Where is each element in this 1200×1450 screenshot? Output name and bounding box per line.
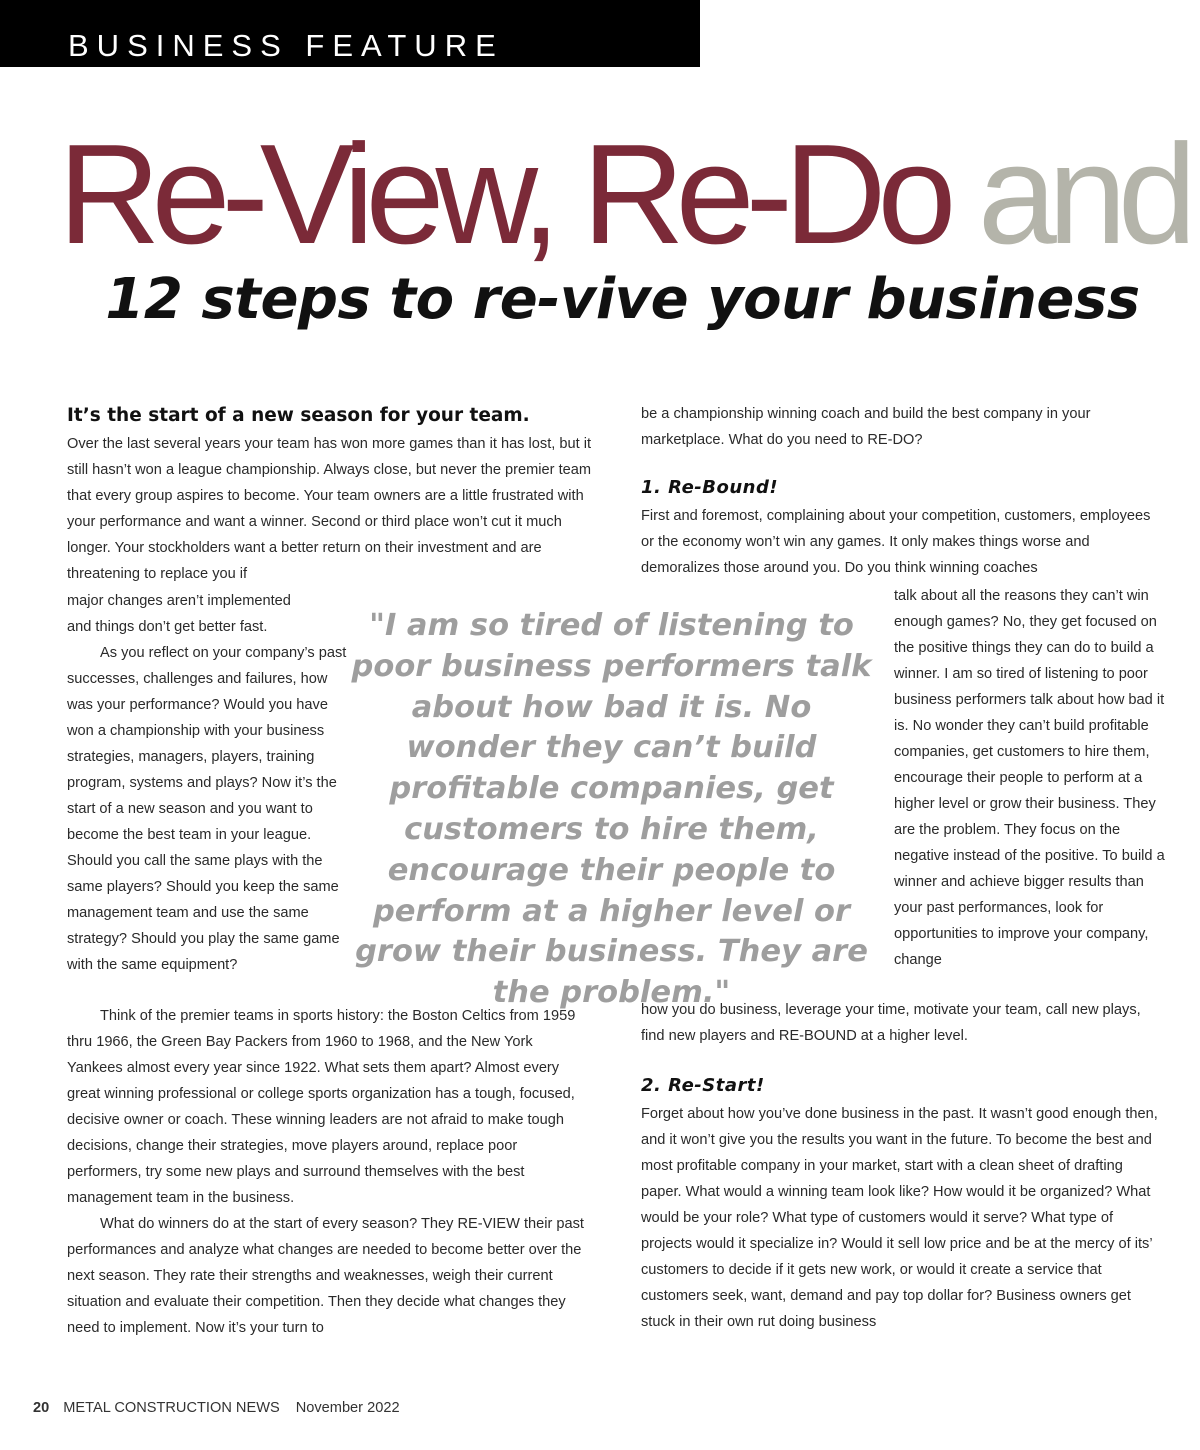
paragraph: major changes aren’t implemented and things don’t get better fast. xyxy=(67,593,291,635)
paragraph: talk about all the reasons they can’t win enough games? No, they get focused on the positive things they can do to build a winner. I am so tired of listening to poor business performers talk about how bad it is. No wonder they can’t build profitable companies, get customers to hire them, encourage their people to perform at a higher level or grow their business. They are the problem. They focus on the negative instead of the positive. To build a winner and achieve bigger results than your past performances, look for opportunities to improve your company, change xyxy=(894,588,1165,968)
pull-quote: "I am so tired of listening to poor business performers talk about how bad it is. No wonder they can’t build profitable companies, get customers to hire them, encourage their people to perform at a higher level or grow their business. They are the problem." xyxy=(351,608,872,1011)
paragraph: be a championship winning coach and build the best company in your marketplace. What do you need to RE-DO? xyxy=(641,406,1091,448)
column-left-top xyxy=(67,401,592,587)
column-right-top xyxy=(641,401,1166,581)
headline-main: Re-View, Re-Do xyxy=(58,115,948,274)
section-banner xyxy=(0,0,700,67)
paragraph: First and foremost, complaining about your competition, customers, employees or the economy won’t win any games. It only makes things worse and demoralizes those around you. Do you think winning coaches xyxy=(641,508,1151,576)
issue-date: November 2022 xyxy=(295,1400,400,1416)
paragraph: Think of the premier teams in sports history: the Boston Celtics from 1959 thru 1966, the Green Bay Packers from 1960 to 1968, and the New York Yankees almost every year since 1922. What sets them apart? Almost every great winning professional or college sports organization has a tough, focused, decisive owner or coach. These winning leaders are not afraid to make tough decisions, change their strategies, move players around, replace poor performers, try some new plays and surround themselves with the best management team in the business. xyxy=(67,1008,576,1206)
column-right-bottom xyxy=(641,997,1166,1335)
page-number: 20 xyxy=(33,1400,50,1416)
paragraph: how you do business, leverage your time, motivate your team, call new plays, find new players and RE-BOUND at a higher level. xyxy=(641,1002,1141,1044)
paragraph: Over the last several years your team has won more games than it has lost, but it still hasn’t won a league championship. Always close, but never the premier team that every group aspires to become. Your team owners are a little frustrated with your performance and want a winner. Second or third place won’t cut it much longer. Your stockholders want a better return on their investment and are threatening to replace you if xyxy=(67,436,592,582)
column-left-bottom xyxy=(67,1003,592,1341)
column-right-narrow xyxy=(894,583,1166,973)
subheadline: 12 steps to re-vive your business xyxy=(105,267,1140,332)
lead-sentence: It’s the start of a new season for your team. xyxy=(67,405,530,426)
paragraph: Forget about how you’ve done business in the past. It wasn’t good enough then, and it won’t give you the results you want in the future. To become the best and most profitable company in your market, start with a clean sheet of drafting paper. What would a winning team look like? How would it be organized? What would be your role? What type of customers would it serve? What type of projects would it specialize in? Would it sell low price and be at the mercy of its’ customers to decide if it gets new work, or would it create a service that customers seek, want, demand and pay top dollar for? Business owners get stuck in their own rut doing business xyxy=(641,1106,1158,1330)
headline xyxy=(58,115,1188,274)
step-heading-rebound: 1. Re-Bound! xyxy=(641,477,779,498)
paragraph: What do winners do at the start of every season? They RE-VIEW their past performances and analyze what changes are needed to become better over the next season. They rate their strengths and weaknesses, weigh their current situation and evaluate their competition. Then they decide what changes they need to implement. Now it’s your turn to xyxy=(67,1216,584,1336)
page-footer xyxy=(33,1400,400,1416)
paragraph: As you reflect on your company’s past successes, challenges and failures, how was your performance? Would you have won a championship with your business strategies, managers, players, training program, systems and plays? Now it’s the start of a new season and you want to become the best team in your league. Should you call the same plays with the same players? Should you keep the same management team and use the same strategy? Should you play the same game with the same equipment? xyxy=(67,645,347,973)
headline-tail: and xyxy=(977,115,1188,274)
step-heading-restart: 2. Re-Start! xyxy=(641,1075,765,1096)
magazine-name: METAL CONSTRUCTION NEWS xyxy=(63,1400,280,1416)
column-left-narrow xyxy=(67,588,347,978)
section-label: BUSINESS FEATURE xyxy=(68,28,504,63)
